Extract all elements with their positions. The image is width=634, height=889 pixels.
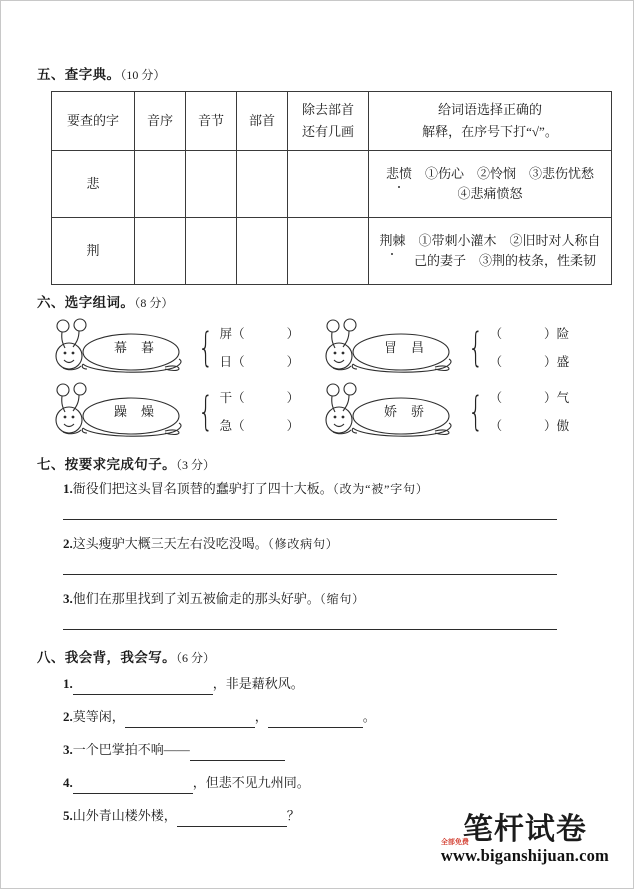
- snail-4-blanks: [489, 382, 569, 442]
- recite-3-number: 3.: [63, 742, 73, 757]
- snail-item-1: [47, 316, 317, 380]
- question-7-2-note: （修改病句）: [267, 537, 339, 551]
- watermark-url: www.biganshijuan.com: [440, 846, 609, 865]
- snail-3-char-1: 躁: [113, 404, 141, 419]
- header-remaining-strokes-l2: 还有几画: [301, 124, 354, 139]
- question-7-1-text: 衙役们把这头冒名顶替的蠢驴打了四十大板。: [72, 481, 333, 496]
- recite-item-5: [63, 806, 300, 827]
- table-header-row: [52, 92, 612, 151]
- brace-2: {: [468, 325, 484, 371]
- row2-explanation[interactable]: [369, 218, 612, 285]
- header-choose-meaning: [369, 92, 612, 151]
- snail-3-blank-1-prefix: 干（: [219, 391, 245, 405]
- question-7-2-number: 2.: [63, 536, 73, 551]
- recite-2-blank-1[interactable]: [125, 712, 255, 728]
- snail-2-blank-2[interactable]: [489, 348, 569, 376]
- header-char: 要查的字: [52, 92, 135, 151]
- snail-2-characters: [361, 337, 447, 356]
- section-seven-title: 七、按要求完成句子。: [37, 457, 176, 472]
- recite-2-after: 。: [362, 709, 376, 724]
- recite-3-before: 一个巴掌拍不响——: [72, 742, 190, 757]
- recite-2-number: 2.: [63, 709, 73, 724]
- section-seven-points: （3 分）: [176, 458, 216, 472]
- recite-2-blank-2[interactable]: [268, 712, 363, 728]
- snail-4-blank-1[interactable]: [489, 384, 569, 412]
- snail-4-blank-1-suffix: ）气: [544, 391, 570, 405]
- question-7-1-note: （改为“被”字句）: [332, 482, 429, 496]
- question-7-3-number: 3.: [63, 591, 73, 606]
- snail-3-characters: [91, 401, 177, 420]
- row2-expl-line2-text: 己的妻子 ③荆的枝条，性柔韧: [413, 253, 596, 268]
- header-choose-meaning-l2: 解释，在序号下打“√”。: [422, 124, 558, 139]
- recite-item-4: [63, 773, 310, 794]
- snail-4-blank-2-prefix: （: [489, 419, 503, 433]
- section-six-heading: [37, 291, 173, 311]
- snail-2-char-2: 昌: [411, 340, 439, 355]
- recite-2-middle: ，: [254, 709, 268, 724]
- snail-3-blanks: [219, 382, 299, 442]
- snail-2-blank-1-suffix: ）险: [544, 327, 570, 341]
- table-row: [52, 218, 612, 285]
- snail-1-characters: [91, 337, 177, 356]
- header-bushou: 部首: [237, 92, 288, 151]
- recite-item-1: [63, 674, 304, 695]
- header-yinxu: 音序: [135, 92, 186, 151]
- section-five-heading: [37, 63, 165, 83]
- row1-explanation[interactable]: [369, 151, 612, 218]
- snail-1-blank-1[interactable]: [219, 320, 299, 348]
- row2-strokes-input[interactable]: [288, 218, 369, 285]
- recite-4-blank[interactable]: [73, 778, 193, 794]
- recite-1-after: ，非是藉秋风。: [212, 676, 304, 691]
- recite-2-before: 莫等闲，: [72, 709, 125, 724]
- question-7-3: [63, 589, 365, 610]
- snail-item-2: [317, 316, 587, 380]
- dictionary-table: [51, 91, 612, 285]
- answer-line-7-3[interactable]: [63, 628, 557, 630]
- snail-illustration: [317, 382, 467, 442]
- row2-expl-line2: [371, 251, 609, 271]
- snail-illustration: [317, 318, 467, 378]
- section-six-title: 六、选字组词。: [37, 295, 135, 310]
- row1-yinxu-input[interactable]: [135, 151, 186, 218]
- section-eight-heading: [37, 646, 215, 666]
- row2-expl-line1: [371, 231, 609, 251]
- recite-3-blank[interactable]: [190, 745, 285, 761]
- watermark-logo: [441, 814, 609, 867]
- row1-expl-line1: [371, 164, 609, 184]
- header-yinjie: 音节: [186, 92, 237, 151]
- row2-expl-options: ①带刺小灌木 ②旧时对人称自: [418, 232, 601, 248]
- header-remaining-strokes-l1: 除去部首: [301, 101, 354, 117]
- snail-1-blanks: [219, 318, 299, 378]
- question-7-3-text: 他们在那里找到了刘五被偷走的那头好驴。: [72, 591, 320, 606]
- snail-4-characters: [361, 401, 447, 420]
- question-7-2: [63, 534, 339, 555]
- recite-4-number: 4.: [63, 775, 73, 790]
- section-eight-title: 八、我会背，我会写。: [37, 650, 176, 665]
- snail-2-blanks: [489, 318, 569, 378]
- section-six-points: （8 分）: [134, 296, 174, 310]
- question-7-2-text: 这头瘦驴大概三天左右没吃没喝。: [72, 536, 268, 551]
- snail-4-blank-2-suffix: ）傲: [544, 419, 570, 433]
- snail-1-blank-1-suffix: ）: [286, 327, 300, 341]
- recite-item-3: [63, 740, 285, 761]
- snail-4-blank-1-prefix: （: [489, 391, 503, 405]
- snail-3-blank-2-suffix: ）: [286, 419, 300, 433]
- row1-char: 悲: [52, 151, 135, 218]
- row1-expl-word: 悲愤: [386, 164, 412, 184]
- brace-1: {: [198, 325, 214, 371]
- snail-3-blank-2-prefix: 急（: [219, 419, 245, 433]
- recite-5-before: 山外青山楼外楼，: [72, 808, 177, 823]
- row1-strokes-input[interactable]: [288, 151, 369, 218]
- section-seven-heading: [37, 453, 215, 473]
- snail-1-blank-2-prefix: 日（: [219, 355, 245, 369]
- snail-2-blank-1-prefix: （: [489, 327, 503, 341]
- snail-1-char-2: 暮: [141, 340, 169, 355]
- page-content: [37, 1, 603, 889]
- snail-illustration: [47, 382, 197, 442]
- row2-expl-word: 荆棘: [379, 231, 405, 251]
- snail-1-blank-1-prefix: 屏（: [219, 327, 245, 341]
- snail-3-blank-1-suffix: ）: [286, 391, 300, 405]
- section-eight-points: （6 分）: [176, 651, 216, 665]
- watermark-free-tag: 全部免费: [440, 839, 469, 846]
- snail-1-char-1: 幕: [113, 340, 141, 355]
- snail-3-blank-1[interactable]: [219, 384, 299, 412]
- snail-item-4: [317, 380, 587, 444]
- snail-word-choice-grid: [47, 316, 587, 444]
- row2-bushou-input[interactable]: [237, 218, 288, 285]
- dictionary-table-wrap: [37, 91, 612, 285]
- row1-yinjie-input[interactable]: [186, 151, 237, 218]
- brace-3: {: [198, 389, 214, 435]
- snail-2-blank-2-prefix: （: [489, 355, 503, 369]
- recite-4-after: ，但悲不见九州同。: [192, 775, 310, 790]
- question-7-1: [63, 479, 429, 500]
- snail-1-blank-2[interactable]: [219, 348, 299, 376]
- row2-char: 荆: [52, 218, 135, 285]
- snail-1-blank-2-suffix: ）: [286, 355, 300, 369]
- table-row: [52, 151, 612, 218]
- brace-4: {: [468, 389, 484, 435]
- recite-5-blank[interactable]: [177, 811, 287, 827]
- row1-expl-options: ①伤心 ②怜悯 ③悲伤忧愁: [425, 165, 595, 181]
- snail-item-3: [47, 380, 317, 444]
- section-five-title: 五、查字典。: [37, 67, 121, 82]
- snail-4-blank-2[interactable]: [489, 412, 569, 440]
- section-five-points: （10 分）: [120, 68, 166, 82]
- snail-3-blank-2[interactable]: [219, 412, 299, 440]
- snail-illustration: [47, 318, 197, 378]
- answer-line-7-2[interactable]: [63, 573, 557, 575]
- row1-expl-line2: ④悲痛愤怒: [457, 186, 523, 201]
- question-7-1-number: 1.: [63, 481, 73, 496]
- recite-5-after: ？: [286, 808, 300, 823]
- snail-2-blank-1[interactable]: [489, 320, 569, 348]
- snail-4-char-2: 骄: [411, 404, 439, 419]
- snail-2-char-1: 冒: [383, 340, 411, 355]
- header-remaining-strokes: [288, 92, 369, 151]
- recite-item-2: [63, 707, 376, 728]
- recite-1-number: 1.: [63, 676, 73, 691]
- row2-yinxu-input[interactable]: [135, 218, 186, 285]
- header-choose-meaning-l1: 给词语选择正确的: [437, 101, 542, 117]
- watermark-brand: 笔杆试卷: [462, 812, 587, 846]
- snail-4-char-1: 娇: [383, 404, 411, 419]
- recite-5-number: 5.: [63, 808, 73, 823]
- snail-2-blank-2-suffix: ）盛: [544, 355, 570, 369]
- row2-yinjie-input[interactable]: [186, 218, 237, 285]
- answer-line-7-1[interactable]: [63, 518, 557, 520]
- recite-1-blank[interactable]: [73, 679, 213, 695]
- question-7-3-note: （缩句）: [319, 592, 365, 606]
- row1-bushou-input[interactable]: [237, 151, 288, 218]
- snail-3-char-2: 燥: [141, 404, 169, 419]
